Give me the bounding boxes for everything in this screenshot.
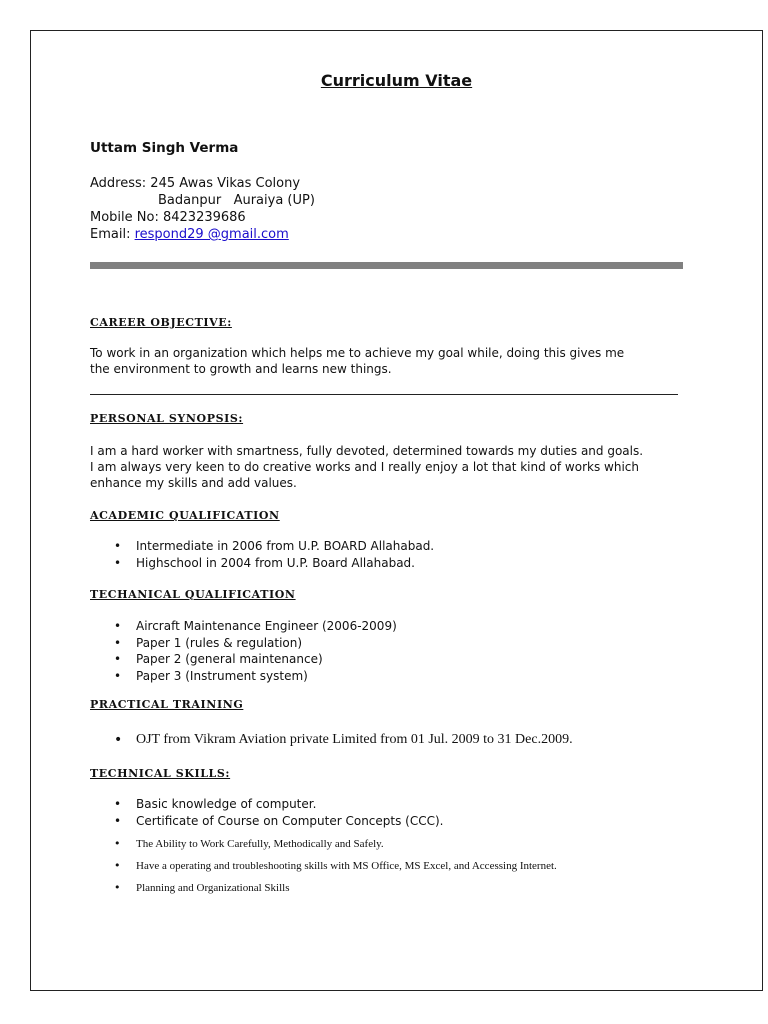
email-label: Email: <box>90 227 131 242</box>
mobile-number: 8423239686 <box>162 210 246 225</box>
cv-page <box>30 30 763 991</box>
personal-synopsis-line-2: I am always very keen to do creative works and I really enjoy a lot that kind of works which <box>90 460 639 474</box>
section-divider <box>90 394 678 395</box>
list-item: • Planning and Organizational Skills <box>136 877 557 899</box>
practical-training-list <box>90 732 573 748</box>
list-item: • The Ability to Work Carefully, Methodically and Safely. <box>136 833 557 855</box>
personal-synopsis-line-3: enhance my skills and add values. <box>90 476 297 490</box>
address-line-2: Badanpur Auraiya (UP) <box>158 193 315 208</box>
mobile-line <box>90 210 246 225</box>
career-objective-line-1: To work in an organization which helps me to achieve my goal while, doing this gives me <box>90 346 625 360</box>
address-line-1 <box>90 176 300 191</box>
list-item: • Paper 3 (Instrument system) <box>136 668 397 685</box>
list-item: • Aircraft Maintenance Engineer (2006-2009) <box>136 618 397 635</box>
academic-qualification-list <box>90 538 434 571</box>
career-objective-line-2: the environment to growth and learns new things. <box>90 362 392 376</box>
email-link[interactable]: respond29 @gmail.com <box>134 227 289 242</box>
practical-training-heading: PRACTICAL TRAINING <box>90 698 244 711</box>
candidate-name: Uttam Singh Verma <box>90 140 239 156</box>
technical-qualification-heading: TECHANICAL QUALIFICATION <box>90 588 296 601</box>
address-label: Address: <box>90 176 147 191</box>
list-item: • Basic knowledge of computer. <box>136 796 443 813</box>
list-item: • Paper 2 (general maintenance) <box>136 651 397 668</box>
academic-qualification-heading: ACADEMIC QUALIFICATION <box>90 509 280 522</box>
list-item: • Paper 1 (rules & regulation) <box>136 635 397 652</box>
technical-skills-list-continued <box>90 833 557 899</box>
list-item: • Have a operating and troubleshooting skills with MS Office, MS Excel, and Accessing Internet. <box>136 855 557 877</box>
list-item: • OJT from Vikram Aviation private Limited from 01 Jul. 2009 to 31 Dec.2009. <box>136 732 573 748</box>
address-street: 245 Awas Vikas Colony <box>150 176 301 191</box>
personal-synopsis-line-1: I am a hard worker with smartness, fully devoted, determined towards my duties and goals. <box>90 444 644 458</box>
document-title: Curriculum Vitae <box>320 71 473 90</box>
list-item: • Highschool in 2004 from U.P. Board Allahabad. <box>136 555 434 572</box>
mobile-label: Mobile No: <box>90 210 159 225</box>
personal-synopsis-heading: PERSONAL SYNOPSIS: <box>90 412 244 425</box>
technical-skills-heading: TECHNICAL SKILLS: <box>90 767 231 780</box>
technical-qualification-list <box>90 618 397 684</box>
header-divider <box>90 262 683 269</box>
email-line <box>90 227 289 242</box>
list-item: • Intermediate in 2006 from U.P. BOARD Allahabad. <box>136 538 434 555</box>
career-objective-heading: CAREER OBJECTIVE: <box>90 316 232 329</box>
technical-skills-list <box>90 796 443 829</box>
list-item: • Certificate of Course on Computer Concepts (CCC). <box>136 813 443 830</box>
